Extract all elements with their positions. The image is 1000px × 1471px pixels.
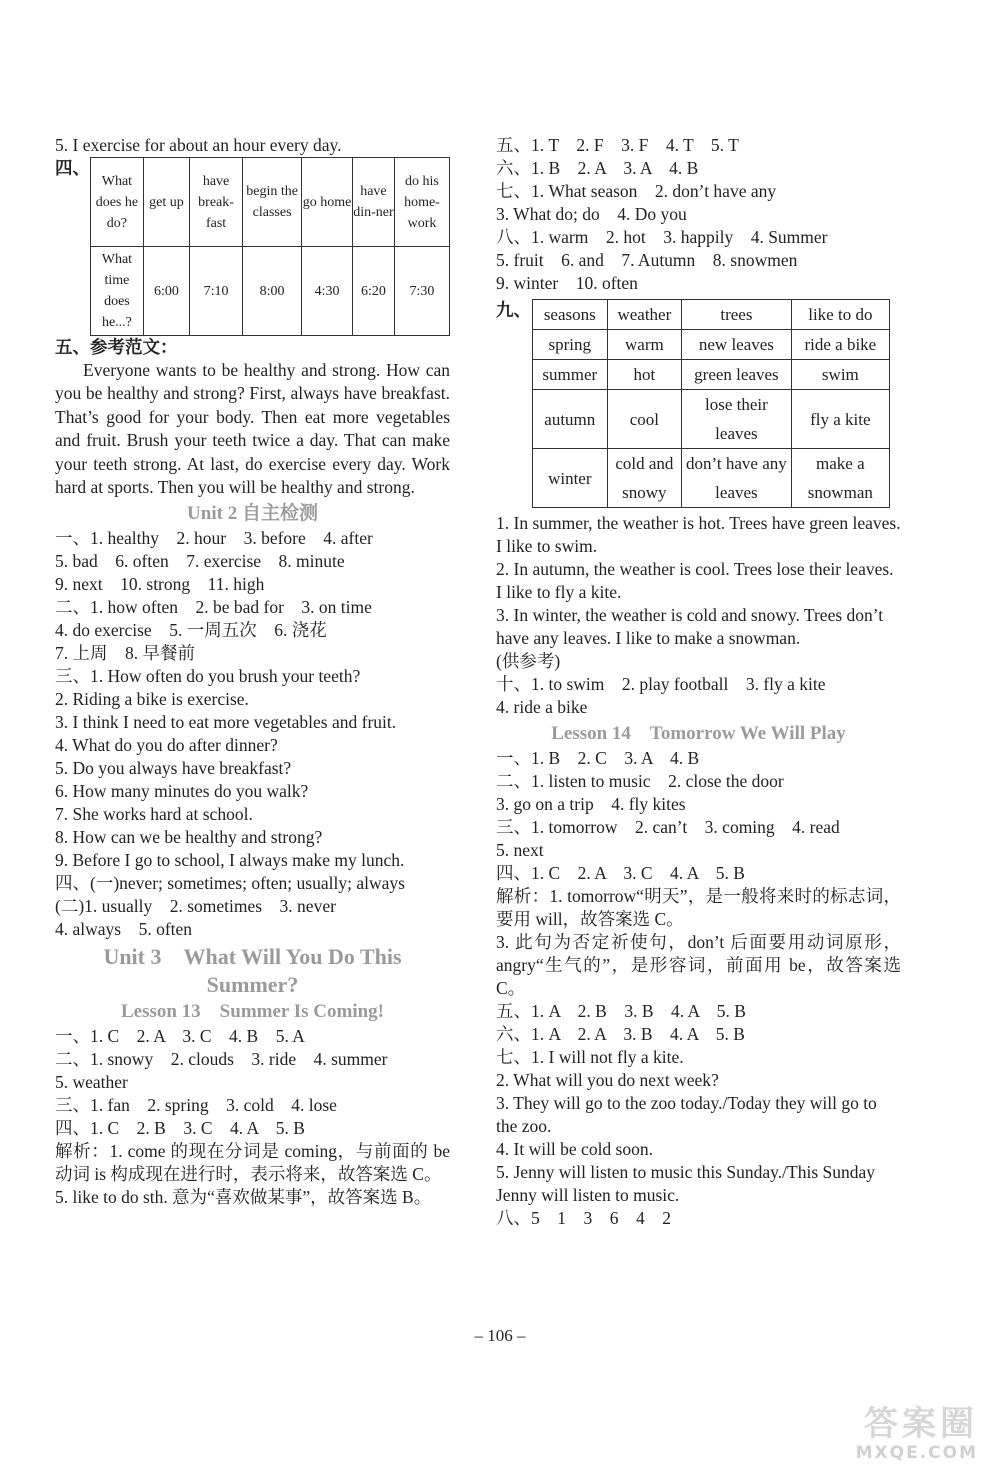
table-cell: 7:30 <box>394 247 449 336</box>
answer-line: 5. I exercise for about an hour every day. <box>55 135 342 155</box>
answer-paragraph: 2. In autumn, the weather is cool. Trees lose their leaves. I like to fly a kite. <box>496 559 894 602</box>
table-cell: 4:30 <box>302 247 353 336</box>
analysis-note: 解析：1. tomorrow“明天”，是一般将来时的标志词，要用 will，故答案选 C。 <box>496 886 901 929</box>
answer-line: 一、1. B 2. C 3. A 4. B <box>496 748 700 768</box>
answer-line: 一、1. healthy 2. hour 3. before 4. after <box>55 528 373 549</box>
table-cell: spring <box>533 330 608 360</box>
table-cell: get up <box>143 158 189 247</box>
answer-line: 四、(一)never; sometimes; often; usually; always <box>55 873 405 894</box>
answer-line: 9. next 10. strong 11. high <box>55 574 265 595</box>
table-cell: swim <box>791 360 889 390</box>
answer-line: 7. 上周 8. 早餐前 <box>55 643 195 664</box>
page-number: – 106 – <box>474 1326 526 1345</box>
answer-line: 4. ride a bike <box>496 697 588 717</box>
table-cell: What does he do? <box>91 158 144 247</box>
table-cell: 6:20 <box>352 247 394 336</box>
answer-paragraph: 5. Jenny will listen to music this Sunday./This Sunday Jenny will listen to music. <box>496 1162 876 1205</box>
section-4-table-block <box>55 157 450 336</box>
answer-line: 2. What will you do next week? <box>496 1070 719 1090</box>
answer-line: (二)1. usually 2. sometimes 3. never <box>55 896 336 917</box>
table-cell: begin the classes <box>242 158 301 247</box>
answer-line: 6. How many minutes do you walk? <box>55 781 309 802</box>
answer-line: 3. go on a trip 4. fly kites <box>496 794 686 814</box>
table-cell: trees <box>682 300 792 330</box>
answer-line: 十、1. to swim 2. play football 3. fly a kite <box>496 674 826 694</box>
answer-line: 5. bad 6. often 7. exercise 8. minute <box>55 551 345 572</box>
table-cell: summer <box>533 360 608 390</box>
answer-line: 八、5 1 3 6 4 2 <box>496 1208 671 1228</box>
answer-paragraph: 1. In summer, the weather is hot. Trees have green leaves. I like to swim. <box>496 513 901 556</box>
table-cell: go home <box>302 158 353 247</box>
table-cell: 6:00 <box>143 247 189 336</box>
answer-line: 二、1. listen to music 2. close the door <box>496 771 784 791</box>
table-row <box>533 360 890 390</box>
answer-line: 7. She works hard at school. <box>55 804 253 825</box>
reference-note: (供参考) <box>496 651 561 671</box>
watermark-url: MXQE.COM <box>855 1443 978 1463</box>
unit-title: Unit 3 What Will You Do This <box>103 944 402 970</box>
right-column <box>496 134 901 1230</box>
answer-line: 9. Before I go to school, I always make my lunch. <box>55 850 405 871</box>
table-cell: hot <box>607 360 682 390</box>
schedule-table <box>90 157 450 336</box>
table-row <box>91 158 450 247</box>
answer-line: 四、1. C 2. A 3. C 4. A 5. B <box>496 863 745 883</box>
answer-line: 5. Do you always have breakfast? <box>55 758 292 779</box>
table-cell: 8:00 <box>242 247 301 336</box>
table-cell: have break-fast <box>190 158 243 247</box>
answer-line: 五、1. T 2. F 3. F 4. T 5. T <box>496 135 739 155</box>
analysis-note: 5. like to do sth. 意为“喜欢做某事”，故答案选 B。 <box>55 1187 432 1208</box>
answer-line: 二、1. snowy 2. clouds 3. ride 4. summer <box>55 1049 388 1070</box>
answer-line: 5. weather <box>55 1072 128 1093</box>
answer-line: 5. next <box>496 840 544 860</box>
answer-line: 三、1. tomorrow 2. can’t 3. coming 4. read <box>496 817 840 837</box>
answer-paragraph: 3. They will go to the zoo today./Today they will go to the zoo. <box>496 1093 877 1136</box>
answer-line: 八、1. warm 2. hot 3. happily 4. Summer <box>496 227 828 247</box>
table-cell: fly a kite <box>791 390 889 449</box>
answer-line: 3. I think I need to eat more vegetables and fruit. <box>55 712 397 733</box>
table-cell: What time does he...? <box>91 247 144 336</box>
table-cell: lose their leaves <box>682 390 792 449</box>
unit-heading: Unit 2 自主检测 <box>187 503 318 525</box>
section-label: 九、 <box>496 300 531 320</box>
lesson14-answers <box>496 747 901 885</box>
answer-paragraph: 3. In winter, the weather is cold and snowy. Trees don’t have any leaves. I like to make a snowman. <box>496 605 884 648</box>
answer-line: 4. always 5. often <box>55 919 193 940</box>
table-cell: don’t have any leaves <box>682 449 792 508</box>
answer-line: 4. do exercise 5. 一周五次 6. 浇花 <box>55 620 327 641</box>
table-cell: new leaves <box>682 330 792 360</box>
table-row <box>533 300 890 330</box>
answer-line: 七、1. What season 2. don’t have any <box>496 181 777 201</box>
section-heading: 五、参考范文： <box>55 337 178 357</box>
lesson-heading: Lesson 14 Tomorrow We Will Play <box>551 723 846 744</box>
table-row <box>533 330 890 360</box>
section-label: 四、 <box>55 158 90 178</box>
table-cell: 7:10 <box>190 247 243 336</box>
table-cell: like to do <box>791 300 889 330</box>
table-cell: make a snowman <box>791 449 889 508</box>
answer-line: 四、1. C 2. B 3. C 4. A 5. B <box>55 1118 305 1139</box>
answer-line: 3. What do; do 4. Do you <box>496 204 687 224</box>
table-cell: do his home-work <box>394 158 449 247</box>
lesson-heading: Lesson 13 Summer Is Coming! <box>120 1001 385 1023</box>
left-column <box>55 134 450 1209</box>
table-row <box>533 390 890 449</box>
table-cell: ride a bike <box>791 330 889 360</box>
table-cell: green leaves <box>682 360 792 390</box>
answer-line: 五、1. A 2. B 3. B 4. A 5. B <box>496 1001 746 1021</box>
answer-line: 七、1. I will not fly a kite. <box>496 1047 684 1067</box>
right-top-answers <box>496 134 901 295</box>
answer-line: 4. It will be cold soon. <box>496 1139 653 1159</box>
analysis-note: 3. 此句为否定祈使句，don’t 后面要用动词原形，angry“生气的”，是形容词，前面用 be，故答案选 C。 <box>496 932 901 998</box>
table-cell: weather <box>607 300 682 330</box>
answer-line: 三、1. fan 2. spring 3. cold 4. lose <box>55 1095 337 1116</box>
sample-essay: Everyone wants to be healthy and strong. How can you be healthy and strong? First, always have breakfast. That’s good for your body. Then eat more vegetables and fruit. Brush your teeth twice a day. That can make your teeth strong. At last, do exercise every day. Work hard at sports. Then you will be healthy and strong. <box>55 360 450 498</box>
watermark-text: 答案圈 <box>864 1404 978 1444</box>
table-cell: seasons <box>533 300 608 330</box>
table-cell: cold and snowy <box>607 449 682 508</box>
table-cell: warm <box>607 330 682 360</box>
table-row <box>91 247 450 336</box>
answer-line: 9. winter 10. often <box>496 273 638 293</box>
table-row <box>533 449 890 508</box>
analysis-note: 解析：1. come 的现在分词是 coming，与前面的 be 动词 is 构成现在进行时，表示将来，故答案选 C。 <box>55 1141 450 1185</box>
unit2-answers <box>55 527 450 941</box>
seasons-table <box>532 299 890 508</box>
answer-line: 2. Riding a bike is exercise. <box>55 689 249 710</box>
answer-line: 4. What do you do after dinner? <box>55 735 278 756</box>
answer-line: 六、1. A 2. A 3. B 4. A 5. B <box>496 1024 745 1044</box>
answer-line: 5. fruit 6. and 7. Autumn 8. snowmen <box>496 250 798 270</box>
unit-title: Summer? <box>206 972 299 998</box>
watermark-logo <box>760 1405 978 1467</box>
table-cell: autumn <box>533 390 608 449</box>
answer-line: 8. How can we be healthy and strong? <box>55 827 323 848</box>
answer-line: 一、1. C 2. A 3. C 4. B 5. A <box>55 1026 305 1047</box>
section-9-table-block <box>496 299 901 508</box>
lesson13-answers <box>55 1025 450 1140</box>
table-cell: winter <box>533 449 608 508</box>
table-cell: cool <box>607 390 682 449</box>
answer-line: 二、1. how often 2. be bad for 3. on time <box>55 597 372 618</box>
answer-line: 三、1. How often do you brush your teeth? <box>55 666 361 687</box>
table-cell: have din-ner <box>352 158 394 247</box>
answer-line: 六、1. B 2. A 3. A 4. B <box>496 158 699 178</box>
